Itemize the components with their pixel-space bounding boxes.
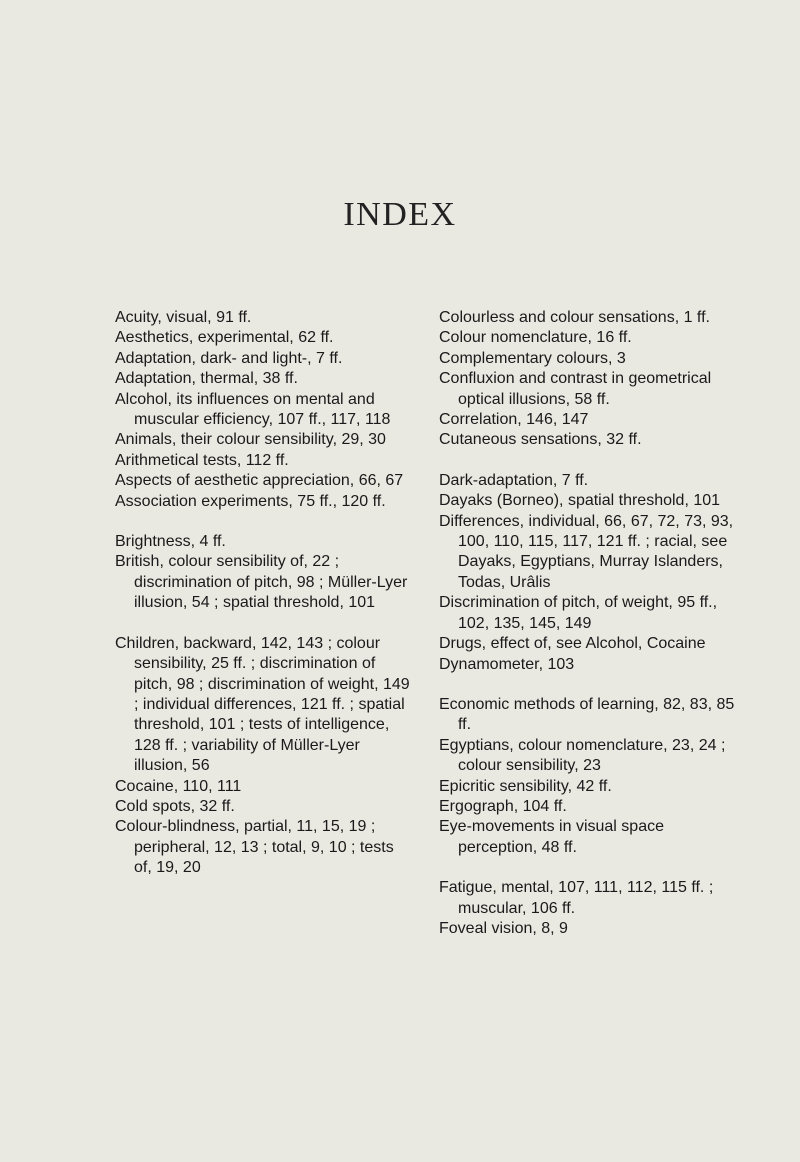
index-entry: Complementary colours, 3 — [439, 349, 626, 367]
index-entry: Discrimination of pitch, of weight, 95 ff., 102, 135, 145, 149 — [439, 594, 718, 632]
index-entry: Epicritic sensibility, 42 ff. — [439, 777, 612, 795]
index-entry: Aspects of aesthetic appreciation, 66, 67 — [115, 472, 404, 490]
index-entry: British, colour sensibility of, 22 ; discrimination of pitch, 98 ; Müller-Lyer illusion, 54 ; spatial threshold, 101 — [115, 553, 408, 612]
index-entry: Correlation, 146, 147 — [439, 411, 589, 429]
index-entry: Arithmetical tests, 112 ff. — [115, 451, 289, 469]
index-entry: Fatigue, mental, 107, 111, 112, 115 ff. ; muscular, 106 ff. — [439, 879, 714, 917]
index-section-d — [439, 471, 739, 675]
index-entry: Egyptians, colour nomenclature, 23, 24 ; colour sensibility, 23 — [439, 736, 726, 775]
index-entry: Colour-blindness, partial, 11, 15, 19 ; peripheral, 12, 13 ; total, 9, 10 ; tests of, 19, 20 — [115, 818, 394, 877]
index-entry: Adaptation, thermal, 38 ff. — [115, 370, 298, 388]
index-column-left — [115, 308, 415, 879]
index-section-c — [115, 634, 415, 879]
index-entry: Dark-adaptation, 7 ff. — [439, 471, 589, 489]
index-entry: Animals, their colour sensibility, 29, 30 — [115, 431, 386, 449]
index-entry: Differences, individual, 66, 67, 72, 73, 93, 100, 110, 115, 117, 121 ff. ; racial, see Dayaks, Egyptians, Murray Islanders, Todas, Urâlis — [439, 512, 734, 591]
index-entry: Colourless and colour sensations, 1 ff. — [439, 309, 710, 326]
page-title: INDEX — [343, 196, 457, 233]
index-column-right — [439, 308, 739, 939]
index-entry: Association experiments, 75 ff., 120 ff. — [115, 492, 386, 510]
index-entry: Confluxion and contrast in geometrical optical illusions, 58 ff. — [439, 370, 712, 408]
index-entry: Colour nomenclature, 16 ff. — [439, 329, 632, 347]
index-entry: Aesthetics, experimental, 62 ff. — [115, 329, 334, 347]
index-entry: Ergograph, 104 ff. — [439, 797, 567, 815]
index-entry: Foveal vision, 8, 9 — [439, 919, 568, 937]
index-entry: Drugs, effect of, see Alcohol, Cocaine — [439, 635, 706, 653]
index-entry: Cold spots, 32 ff. — [115, 797, 235, 815]
index-entry: Children, backward, 142, 143 ; colour sensibility, 25 ff. ; discrimination of pitch, 98 ; discrimination of weight, 149 ; individual differences, 121 ff. ; spatial threshold, 101 ; tests of intelligence, 128 ff. ; variability of Müller-Lyer illusion, 56 — [115, 634, 410, 775]
index-section-a — [115, 308, 415, 512]
index-entry: Dynamometer, 103 — [439, 655, 575, 673]
index-entry: Acuity, visual, 91 ff. — [115, 309, 252, 326]
index-section-b — [115, 532, 415, 614]
index-entry: Economic methods of learning, 82, 83, 85 ff. — [439, 695, 735, 734]
index-section-e — [439, 695, 739, 858]
index-entry: Dayaks (Borneo), spatial threshold, 101 — [439, 492, 721, 510]
index-entry: Eye-movements in visual space perception, 48 ff. — [439, 818, 664, 856]
index-entry: Alcohol, its influences on mental and muscular efficiency, 107 ff., 117, 118 — [115, 390, 391, 429]
index-entry: Cocaine, 110, 111 — [115, 777, 242, 795]
index-entry: Brightness, 4 ff. — [115, 533, 226, 551]
index-entry: Adaptation, dark- and light-, 7 ff. — [115, 349, 343, 367]
index-entry: Cutaneous sensations, 32 ff. — [439, 431, 642, 449]
index-section-c-cont — [439, 308, 739, 451]
index-section-f — [439, 878, 739, 939]
